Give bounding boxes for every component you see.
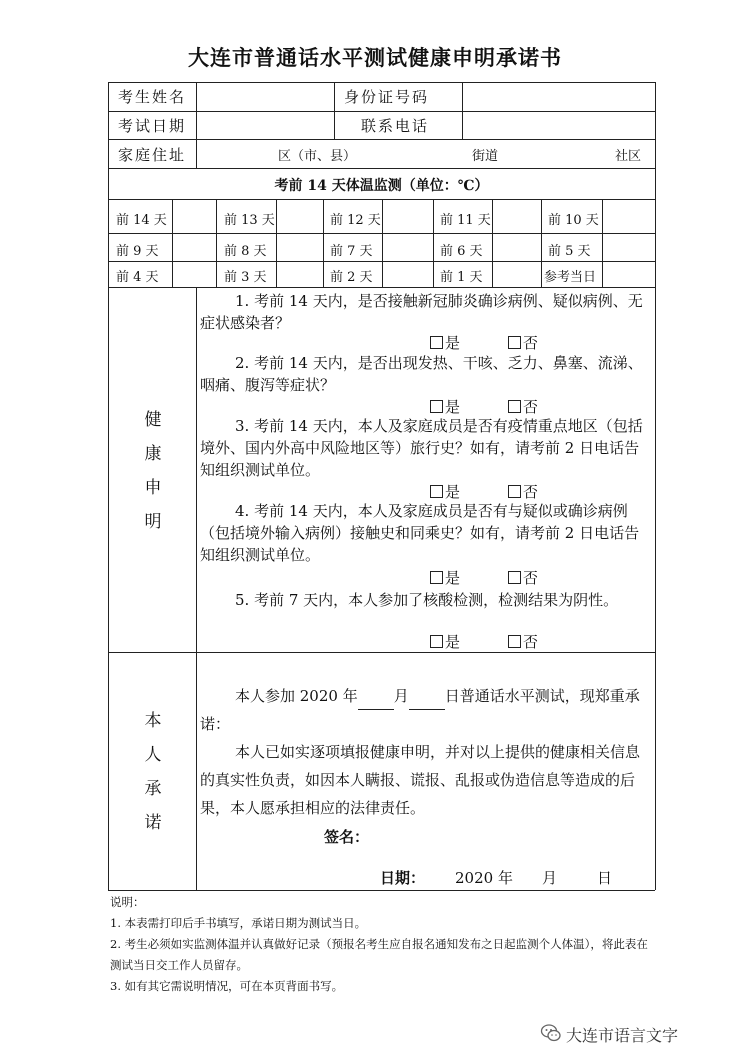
month-blank[interactable] [358, 694, 394, 710]
q3-no-option[interactable]: 否 [508, 481, 538, 502]
rule [108, 890, 655, 891]
checkbox-icon [430, 485, 443, 498]
rule [108, 139, 655, 140]
q5-yes-option[interactable]: 是 [430, 631, 460, 652]
notes-section [110, 892, 650, 997]
rule [323, 199, 324, 287]
note-2: 2. 考生必须如实监测体温并认真做好记录（预报名考生应自报名通知发布之日起监测个人体温），将此表在测试当日交工作人员留存。 [110, 937, 648, 972]
phone-label: 联系电话 [361, 117, 430, 135]
temp-day-label: 前 12 天 [330, 213, 381, 228]
rule [108, 111, 655, 112]
q2-yes-option[interactable]: 是 [430, 396, 460, 417]
checkbox-icon [430, 336, 443, 349]
exam-date-label: 考试日期 [118, 117, 187, 135]
wechat-icon [540, 1022, 562, 1044]
id-number-label: 身份证号码 [344, 88, 430, 106]
note-1: 1. 本表需打印后手书填写，承诺日期为测试当日。 [110, 916, 367, 930]
rule [492, 199, 493, 287]
checkbox-icon [508, 485, 521, 498]
rule [172, 199, 173, 287]
street-text: 街道 [472, 149, 499, 164]
commitment-paragraph-2: 本人已如实逐项填报健康申明，并对以上提供的健康相关信息的真实性负责，如因本人瞒报、谎报、乱报或伪造信息等造成的后果，本人愿承担相应的法律责任。 [200, 743, 641, 817]
rule [108, 82, 109, 890]
name-label: 考生姓名 [118, 88, 187, 106]
rule [108, 287, 655, 288]
temp-day-label: 前 2 天 [330, 270, 373, 285]
checkbox-icon [430, 571, 443, 584]
rule [602, 199, 603, 287]
temperature-heading: 考前 14 天体温监测（单位：℃） [274, 178, 489, 194]
page-title: 大连市普通话水平测试健康申明承诺书 [188, 46, 562, 70]
temp-day-label: 前 10 天 [548, 213, 599, 228]
q4-yes-option[interactable]: 是 [430, 567, 460, 588]
temp-day-label: 前 11 天 [440, 213, 491, 228]
rule [276, 199, 277, 287]
date-day: 日 [597, 869, 613, 887]
question-3: 3. 考前 14 天内，本人及家庭成员是否有疫情重点地区（包括境外、国内外高中风险地区等）旅行史？如有，请考前 2 日电话告知组织测试单位。 [200, 417, 643, 479]
community-text: 社区 [615, 149, 642, 164]
date-year: 2020 年 [455, 869, 513, 887]
rule [462, 82, 463, 139]
checkbox-icon [508, 400, 521, 413]
date-label: 日期： [380, 869, 426, 887]
question-4: 4. 考前 14 天内，本人及家庭成员是否有与疑似或确诊病例（包括境外输入病例）接触史和同乘史？如有，请考前 2 日电话告知组织测试单位。 [200, 502, 640, 564]
checkbox-icon [508, 336, 521, 349]
q5-no-option[interactable]: 否 [508, 631, 538, 652]
rule [655, 82, 656, 890]
temp-day-label: 前 5 天 [548, 244, 591, 259]
checkbox-icon [430, 400, 443, 413]
checkbox-icon [508, 635, 521, 648]
temp-day-label: 参考当日 [544, 270, 597, 285]
rule [108, 82, 655, 83]
rule [196, 287, 197, 890]
question-1: 1. 考前 14 天内，是否接触新冠肺炎确诊病例、疑似病例、无症状感染者？ [200, 292, 643, 332]
temp-day-label: 前 13 天 [224, 213, 275, 228]
rule [216, 199, 217, 287]
q4-no-option[interactable]: 否 [508, 567, 538, 588]
temp-day-label: 前 9 天 [116, 244, 159, 259]
temp-day-label: 前 8 天 [224, 244, 267, 259]
temp-day-label: 前 14 天 [116, 213, 167, 228]
rule [433, 199, 434, 287]
checkbox-icon [508, 571, 521, 584]
temp-day-label: 前 4 天 [116, 270, 159, 285]
temp-day-label: 前 6 天 [440, 244, 483, 259]
district-text: 区（市、县） [278, 149, 357, 164]
q2-no-option[interactable]: 否 [508, 396, 538, 417]
watermark-text: 大连市语言文字 [566, 1026, 679, 1045]
address-label: 家庭住址 [118, 146, 187, 164]
temp-day-label: 前 3 天 [224, 270, 267, 285]
q1-no-option[interactable]: 否 [508, 332, 538, 353]
notes-heading: 说明： [110, 895, 145, 909]
rule [196, 82, 197, 168]
question-5: 5. 考前 7 天内，本人参加了核酸检测，检测结果为阴性。 [235, 591, 619, 609]
date-month: 月 [542, 869, 558, 887]
rule [382, 199, 383, 287]
commitment-paragraph-1: 本人参加 2020 年 月 日普通话水平测试，现郑重承诺： [200, 687, 640, 733]
commitment-label: 本 人 承 诺 [144, 711, 162, 833]
rule [108, 652, 655, 653]
rule [108, 168, 655, 169]
rule [541, 199, 542, 287]
question-2: 2. 考前 14 天内，是否出现发热、干咳、乏力、鼻塞、流涕、咽痛、腹泻等症状？ [200, 354, 643, 394]
checkbox-icon [430, 635, 443, 648]
rule [334, 82, 335, 139]
q3-yes-option[interactable]: 是 [430, 481, 460, 502]
day-blank[interactable] [409, 694, 445, 710]
health-declaration-label: 健 康 申 明 [144, 410, 162, 532]
temp-day-label: 前 1 天 [440, 270, 483, 285]
signature-label: 签名： [324, 828, 370, 846]
note-3: 3. 如有其它需说明情况，可在本页背面书写。 [110, 979, 344, 993]
temp-day-label: 前 7 天 [330, 244, 373, 259]
q1-yes-option[interactable]: 是 [430, 332, 460, 353]
